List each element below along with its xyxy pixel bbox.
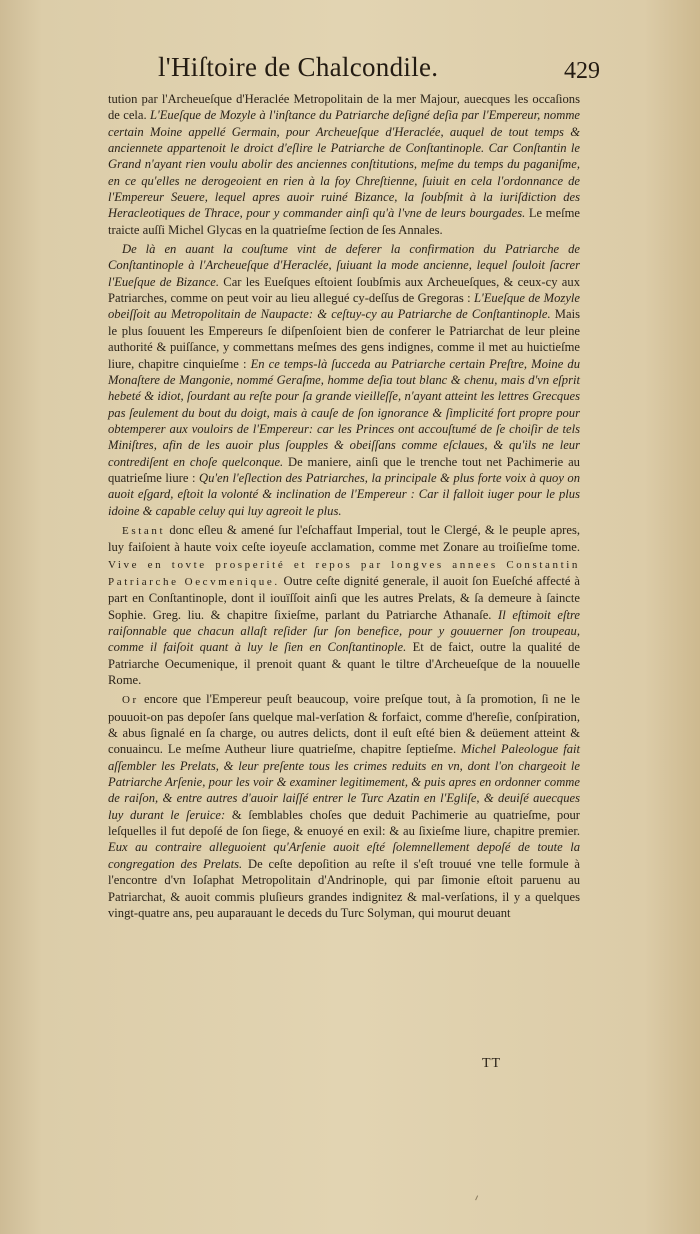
text-run: Car les Eueſques eſtoient ſoubſmis aux Archeueſques, & ceux-cy aux Patriarches, comme on peut voir au lieu allegué cy-deſſus de Gregoras : [108,274,580,306]
italic-quote: De là en auant la couſtume vint de deferer la confirmation du Patriarche de Conſtantinople à l'Archeueſque d'Heraclée, ſuiuant la mode ancienne, lequel ſouloit ſacrer l'Eueſque de Bizance. [108,242,580,289]
running-title: l'Hiſtoire de Chalcondile. [158,52,439,82]
text-run: Outre ceſte dignité generale, il auoit ſon Eueſché affecté à part en Conſtantinople, dont il iouïſſoit ainſi que les autres Prelats, & ſa demeure à ſaincte Sophie. Greg. liu. & chapitre ſixieſme, parlant du Patriarche Athanaſe. [108,573,580,622]
text-run: tution par l'Archeueſque d'Heraclée Metropolitain de la mer Majour, auecques les occaſions de cela. [108,92,580,123]
italic-quote: En ce temps-là ſucceda au Patriarche certain Preſtre, Moine du Monaſtere de Mangonie, nommé Geraſme, homme deſia tout blanc & chenu, mais d'vn eſprit hebeté & idiot, ſourdant au reſte pour ſa grande vieilleſſe, n'ayant atteint les lettres Grecques pas ſeulement du bout du doigt, mais à cauſe de ſon ignorance & ſimplicité fort propre pour obtemperer aux vouloirs de l'Empereur: car les Princes ont accouſtumé de ſe choiſir de tels Miniſtres, afin de les auoir plus ſoupples & obeiſſans comme eſclaues, & qu'ils ne leur contrediſent en choſe quelconque. [108,356,580,469]
paragraph-3 [108,522,580,688]
text-run: encore que l'Empereur peuſt beaucoup, voire preſque tout, à ſa promotion, ſi ne le pouuoit-on pas depoſer ſans quelque mal-verſation & forfaict, comme d'hereſie, conſpiration, & abus ſignalé en ſa charge, ou autres delicts, dont il euſt eſté bien & deüement atteint & conuaincu. Le meſme Autheur liure quatrieſme, chapitre ſeptieſme. [108,692,580,757]
text-run: Le meſme traicte auſſi Michel Glycas en la quatrieſme ſection de ſes Annales. [108,206,580,237]
page-number: 429 [564,58,600,84]
text-run: Mais le plus ſouuent les Empereurs ſe diſpenſoient bien de conferer le Patriarchat de leur pleine authorité & puiſſance, y commettans meſmes des gens indignes, comme il met au huictieſme liure, chapitre cinquieſme : [108,307,580,371]
italic-quote: L'Eueſque de Mozyle à l'inſtance du Patriarche deſigné deſia par l'Empereur, nomme certain Moine appellé Germain, pour Archeueſque d'Heraclée, auquel de tout temps & anciennete appartenoit le droict d'eſlire le Patriarche de Conſtantinople. Car Conſtantin le Grand n'ayant rien voulu abolir des anciennes conſtitutions, meſme du temps du paganiſme, en ce qu'elles ne derogeoient en rien à la foy Chreſtienne, ſuiuit en cela l'ordonnance de l'Empereur Seuere, lequel apres auoir ruiné Bizance, la ſoubſmit à la iuriſdiction des Heracleotiques de Thrace, pour y commander ainſi qu'à l'vne de leurs bourgades. [108,108,580,221]
paragraph-4 [108,691,580,921]
italic-quote: Il eſtimoit eſtre raiſonnable que chacun allaſt reſider ſur ſon benefice, pour y gouuerner ſon troupeau, comme il faiſoit quant à luy le ſien en Conſtantinople. [108,607,580,655]
italic-quote: Eux au contraire alleguoient qu'Arſenie auoit eſté ſolemnellement depoſé de toute la congregation des Prelats. [108,840,580,871]
paper-mark [475,1195,481,1201]
italic-quote: Michel Paleologue fait aſſembler les Prelats, & leur preſente tous les crimes reduits en vn, dont l'on chargeoit le Patriarche Arſenie, pour les voir & examiner legitimement, & puis apres en ordonner comme de raiſon, & entre autres d'auoir laiſſé entrer le Turc Azatin en l'Egliſe, & deuiſé auecques luy durant le ſeruice: [108,742,580,822]
page-header [120,50,600,90]
catchword: TT [482,1056,502,1071]
text-run: De ceſte depoſition au reſte il s'eſt trouué vne telle formule à l'encontre d'vn Ioſaphat Metropolitain d'Andrinople, qui par ſimonie eſtoit paruenu au Patriarchat, & auoit commis pluſieurs grandes indignitez & mal-verſations, il y a quelques vingt-quatre ans, peu auparauant le deceds du Turc Solyman, qui mourut deuant [108,856,580,920]
paragraph-2 [108,241,580,519]
small-caps-text: Or [122,694,139,707]
text-run: De maniere, ainſi que le trenche tout net Pachimerie au quatrieſme liure : [108,454,580,485]
small-caps-text: Vive en tovte prosperité et repos par longves annees Constantin Patriarche Oecvmenique. [108,558,580,588]
italic-quote: L'Eueſque de Mozyle obeiſſoit au Metropolitain de Naupacte: & ceſtuy-cy au Patriarche de Conſtantinople. [108,291,581,322]
small-caps-text: Estant [122,524,166,537]
text-run: Et de faict, outre la qualité de Patriarche Oecumenique, il prenoit quant & quant le tiltre d'Archeueſque de la nouuelle Rome. [108,640,581,688]
italic-quote: Qu'en l'eſlection des Patriarches, la principale & plus forte voix à quoy on auoit eſgard, eſtoit la volonté & inclination de l'Empereur : Car il falloit iuger pour le plus idoine & capable celuy qui luy agreoit le plus. [108,470,581,518]
text-run: & ſemblables choſes que deduit Pachimerie au quatrieſme, pour leſquelles il fut depoſé de ſon ſiege, & enuoyé en exil: & au ſixieſme liure, chapitre premier. [108,807,580,839]
text-run: donc eſleu & amené ſur l'eſchaffaut Imperial, tout le Clergé, & le peuple apres, luy faiſoient à haute voix ceſte ioyeuſe acclamation, comme met Zonare au troiſieſme tome. [108,522,580,555]
body-text [108,91,580,924]
paragraph-1 [108,91,580,238]
